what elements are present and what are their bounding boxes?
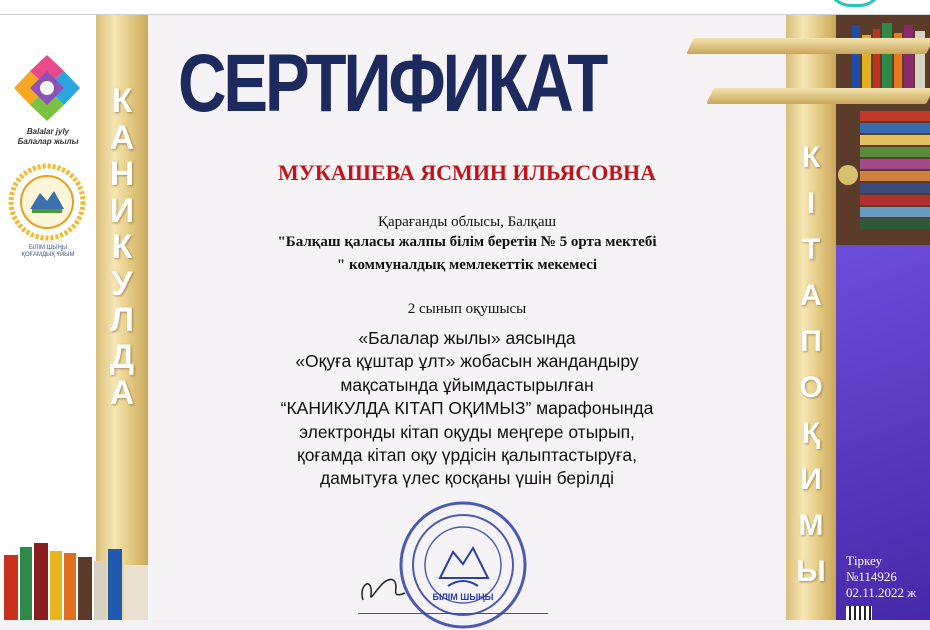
qr-code-icon	[846, 606, 872, 620]
grade-line: 2 сынып оқушысы	[407, 301, 527, 317]
left-letter: А	[109, 374, 135, 412]
right-letter: І	[806, 187, 816, 220]
school-line-1: "Балқаш қаласы жалпы білім беретін № 5 орта мектебі	[277, 234, 657, 250]
right-letter: И	[800, 463, 822, 496]
left-letter: Д	[109, 337, 135, 376]
right-ribbon	[786, 15, 836, 620]
body-line: “КАНИКУЛДА КІТАП ОҚИМЫЗ” марафонында	[280, 398, 654, 419]
left-ribbon	[96, 15, 148, 620]
left-letter: У	[111, 264, 133, 303]
year-logo-line2: Балалар жылы	[17, 137, 79, 146]
left-letter: И	[109, 191, 135, 230]
year-logo-caption	[4, 127, 92, 147]
left-ribbon-text	[96, 83, 148, 412]
right-letter: П	[800, 325, 822, 358]
certificate-body	[148, 15, 786, 620]
right-letter: О	[799, 371, 823, 404]
left-letter: А	[109, 118, 135, 157]
books-stack-icon	[0, 535, 150, 620]
registration-label: Тіркеу	[846, 553, 882, 568]
certificate-title: СЕРТИФИКАТ	[178, 38, 606, 129]
body-line: «Балалар жылы» аясында	[358, 328, 576, 348]
left-letter: К	[111, 82, 133, 120]
left-letter: Н	[109, 155, 135, 193]
shelf-board-top	[686, 38, 930, 54]
school-line-2: " коммуналдық мемлекеттік мекемесі	[336, 257, 598, 273]
bilim-logo-caption	[4, 245, 92, 259]
right-letter: Ы	[796, 555, 826, 588]
body-line: дамытуға үлес қосқаны үшін берілді	[319, 468, 615, 489]
official-stamp-icon	[398, 500, 528, 630]
body-line: мақсатында ұйымдастырылған	[340, 374, 594, 395]
bilim-logo-line1: БІЛІМ ШЫҢЫ	[28, 245, 68, 251]
year-logo-line1: Balalar jyly	[26, 127, 70, 136]
recipient-name: МУКАШЕВА ЯСМИН ИЛЬЯСОВНА	[278, 160, 656, 185]
stamp-text: БІЛІМ ШЫҢЫ	[432, 592, 494, 602]
region-line: Қарағанды облысы, Балқаш	[377, 214, 557, 230]
left-letter: Л	[110, 301, 134, 339]
registration-date: 02.11.2022 ж	[846, 585, 917, 600]
year-of-children-logo-icon	[12, 53, 82, 123]
left-letter: К	[111, 228, 133, 266]
body-line: қоғамда кітап оқу үрдісін қалыптастыруға,	[297, 445, 637, 466]
top-bar	[0, 0, 930, 15]
body-line: электронды кітап оқуды меңгере отырып,	[299, 421, 635, 442]
right-letter: А	[800, 279, 822, 312]
registration-number: №114926	[846, 569, 897, 584]
certificate-text	[148, 327, 786, 491]
bilim-logo-line2: ҚОҒАМДЫҚ ҰЙЫМ	[21, 252, 75, 258]
bilim-shyny-logo-icon	[8, 163, 86, 241]
right-ribbon-text	[786, 135, 836, 595]
right-letter: К	[801, 141, 821, 174]
registration-info	[846, 553, 916, 601]
right-letter: Қ	[801, 417, 821, 450]
right-letter: Т	[801, 233, 821, 266]
right-letter: М	[798, 509, 824, 542]
shelf-board-middle	[706, 88, 930, 104]
body-line: «Оқуға құштар ұлт» жобасын жандандыру	[295, 351, 639, 372]
left-logo-panel	[0, 15, 98, 620]
